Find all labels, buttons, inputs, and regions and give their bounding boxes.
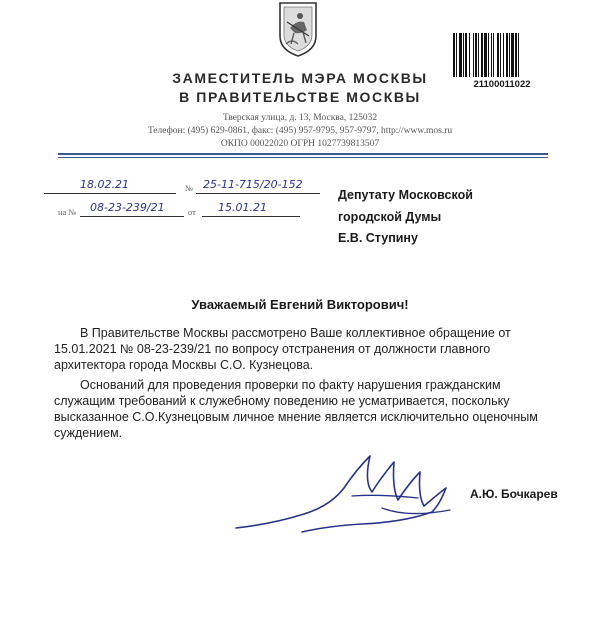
barcode-bar [493,33,494,77]
reference-number: 08-23-239/21 [90,201,165,214]
barcode-bar [506,33,508,77]
barcode-bar [509,33,510,77]
body-paragraph-1 [54,325,567,373]
body-paragraph-2 [54,377,567,441]
barcode-bar [478,33,479,77]
signer-name: А.Ю. Бочкарев [470,487,558,501]
date-field-line [44,193,176,194]
barcode-icon [452,33,552,77]
barcode-bar [465,33,467,77]
barcode-bar [488,33,489,77]
reference-label: на № [58,207,77,217]
barcode-bar [475,33,477,77]
barcode-bar [503,33,504,77]
barcode-bar [463,33,464,77]
body-line: Оснований для проведения проверки по факту нарушения гражданским [80,378,501,392]
barcode-bar [515,33,517,77]
greeting: Уважаемый Евгений Викторович! [191,297,409,312]
barcode-bar [453,33,455,77]
handwritten-signature [232,448,467,540]
barcode-bar [473,33,474,77]
from-label: от [188,207,196,217]
body-line: служащим требований к служебному поведению не усматривается, поскольку [54,394,510,408]
barcode-bar [459,33,462,77]
letterhead-rule-thin [58,157,548,158]
barcode-bar [491,33,492,77]
barcode-bar [469,33,470,77]
barcode-bar [484,33,487,77]
reference-date: 15.01.21 [218,201,267,214]
outgoing-date: 18.02.21 [80,178,129,191]
number-label: № [185,183,194,193]
letterhead-title-line2: В ПРАВИТЕЛЬСТВЕ МОСКВЫ [179,89,421,105]
letterhead-rule-thick [58,153,548,155]
barcode-bar [497,33,499,77]
letterhead-address: Тверская улица, д. 13, Москва, 125032 [222,113,378,123]
reference-field-line [80,216,184,217]
barcode-bar [500,33,501,77]
reference-date-line [202,216,300,217]
body-line: суждением. [54,426,123,440]
barcode-number: 21100011022 [473,79,531,90]
barcode-bar [456,33,457,77]
number-field-line [196,193,320,194]
letterhead-codes: ОКПО 00022020 ОГРН 1027739813507 [220,139,380,149]
recipient-line3: Е.В. Ступину [338,231,418,245]
letterhead-phones: Телефон: (495) 629-0861, факс: (495) 957-9795, 957-9797, http://www.mos.ru [147,126,453,136]
barcode-bar [511,33,514,77]
barcode-bar [481,33,483,77]
recipient-line2: городской Думы [338,210,442,224]
body-line: архитектора города Москвы С.О. Кузнецова. [54,358,314,372]
letterhead-title-line1: ЗАМЕСТИТЕЛЬ МЭРА МОСКВЫ [172,70,428,86]
body-line: высказанное С.О.Кузнецовым личное мнение является исключительно оценочным [54,410,538,424]
body-line: 15.01.2021 № 08-23-239/21 по вопросу отстранения от должности главного [54,342,491,356]
recipient-line1: Депутату Московской [338,188,473,202]
body-line: В Правительстве Москвы рассмотрено Ваше коллективное обращение от [80,326,511,340]
moscow-coat-of-arms-icon [276,0,320,58]
outgoing-number: 25-11-715/20-152 [203,178,303,191]
barcode-bar [518,33,519,77]
